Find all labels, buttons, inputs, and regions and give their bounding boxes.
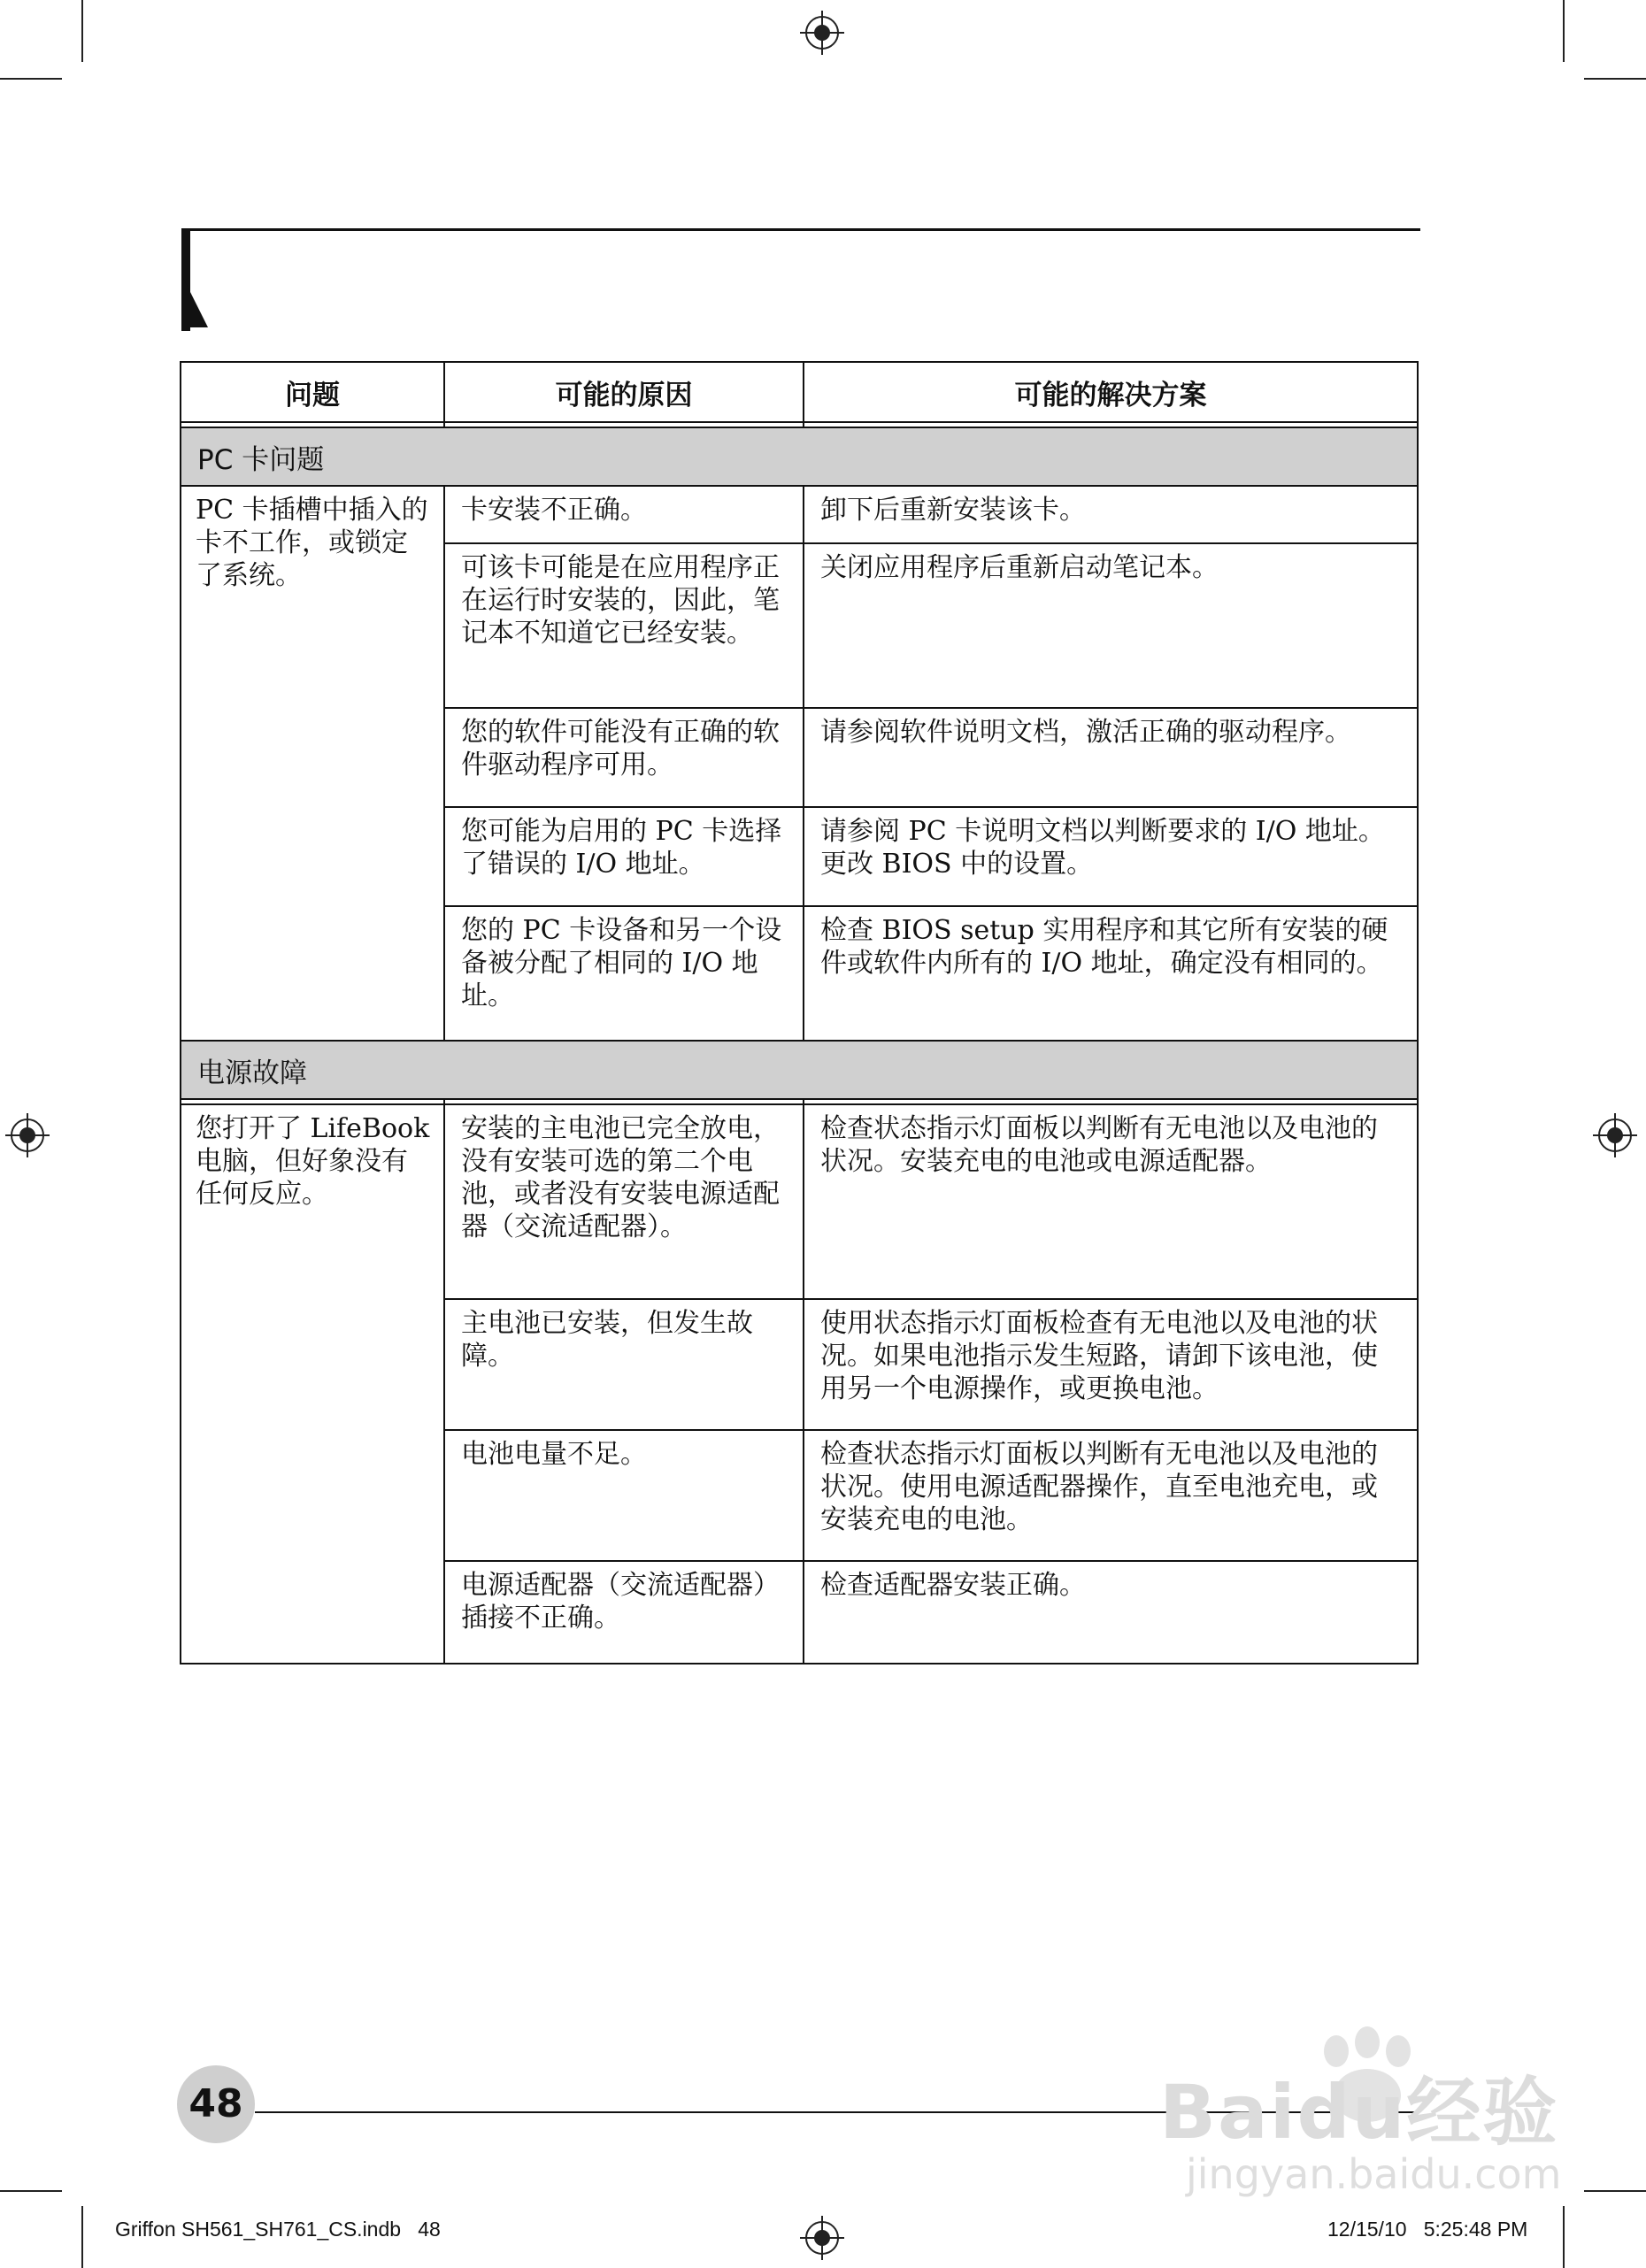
solution-cell: 检查 BIOS setup 实用程序和其它所有安装的硬件或软件内所有的 I/O 地址，确定没有相同的。 [804, 906, 1418, 1041]
slug-file-info: Griffon SH561_SH761_CS.indb 48 [115, 2218, 441, 2241]
crop-mark [0, 78, 62, 80]
section-title: 电源故障 [181, 1041, 1418, 1099]
section-row-power [181, 1041, 1418, 1099]
crop-mark [1584, 78, 1646, 80]
cause-cell: 可该卡可能是在应用程序正在运行时安装的，因此，笔记本不知道它已经安装。 [444, 543, 804, 708]
solution-cell: 使用状态指示灯面板检查有无电池以及电池的状况。如果电池指示发生短路，请卸下该电池，使用另一个电源操作，或更换电池。 [804, 1299, 1418, 1430]
table-header-row [181, 362, 1418, 422]
table-row [181, 486, 1418, 543]
cause-cell: 电源适配器（交流适配器）插接不正确。 [444, 1561, 804, 1664]
solution-cell: 关闭应用程序后重新启动笔记本。 [804, 543, 1418, 708]
cause-cell: 电池电量不足。 [444, 1430, 804, 1561]
registration-mark-icon [805, 2221, 839, 2255]
crop-mark [1563, 2206, 1565, 2268]
crop-mark [81, 2206, 83, 2268]
column-header-problem: 问题 [181, 362, 444, 422]
solution-cell: 请参阅 PC 卡说明文档以判断要求的 I/O 地址。更改 BIOS 中的设置。 [804, 807, 1418, 906]
solution-cell: 检查状态指示灯面板以判断有无电池以及电池的状况。使用电源适配器操作，直至电池充电，或安装充电的电池。 [804, 1430, 1418, 1561]
section-title: PC 卡问题 [181, 427, 1418, 486]
solution-cell: 检查状态指示灯面板以判断有无电池以及电池的状况。安装充电的电池或电源适配器。 [804, 1104, 1418, 1299]
problem-cell: 您打开了 LifeBook 电脑，但好象没有任何反应。 [181, 1104, 444, 1664]
watermark-main-text: Baidu经验 [1159, 2069, 1559, 2156]
column-header-cause: 可能的原因 [444, 362, 804, 422]
table-row [181, 1104, 1418, 1299]
cause-cell: 主电池已安装，但发生故障。 [444, 1299, 804, 1430]
registration-mark-icon [805, 16, 839, 50]
page-number: 48 [177, 2065, 255, 2143]
watermark-url-text: jingyan.baidu.com [1186, 2150, 1562, 2198]
problem-cell: PC 卡插槽中插入的卡不工作，或锁定了系统。 [181, 486, 444, 1041]
cause-cell: 卡安装不正确。 [444, 486, 804, 543]
solution-cell: 请参阅软件说明文档，激活正确的驱动程序。 [804, 708, 1418, 807]
solution-cell: 卸下后重新安装该卡。 [804, 486, 1418, 543]
troubleshooting-table [180, 361, 1419, 1664]
cause-cell: 您可能为启用的 PC 卡选择了错误的 I/O 地址。 [444, 807, 804, 906]
baidu-watermark [1159, 2026, 1566, 2203]
crop-mark [81, 0, 83, 62]
solution-cell: 检查适配器安装正确。 [804, 1561, 1418, 1664]
crop-mark [1563, 0, 1565, 62]
header-wedge [181, 274, 208, 327]
column-header-solution: 可能的解决方案 [804, 362, 1418, 422]
slug-date-info: 12/15/10 5:25:48 PM [1327, 2218, 1528, 2241]
registration-mark-icon [1598, 1119, 1632, 1152]
crop-mark [1584, 2190, 1646, 2192]
cause-cell: 安装的主电池已完全放电，没有安装可选的第二个电池，或者没有安装电源适配器（交流适配器）。 [444, 1104, 804, 1299]
crop-mark [0, 2190, 62, 2192]
cause-cell: 您的 PC 卡设备和另一个设备被分配了相同的 I/O 地址。 [444, 906, 804, 1041]
registration-mark-icon [11, 1119, 44, 1152]
cause-cell: 您的软件可能没有正确的软件驱动程序可用。 [444, 708, 804, 807]
header-rule [181, 228, 1420, 231]
section-row-pc-card [181, 427, 1418, 486]
